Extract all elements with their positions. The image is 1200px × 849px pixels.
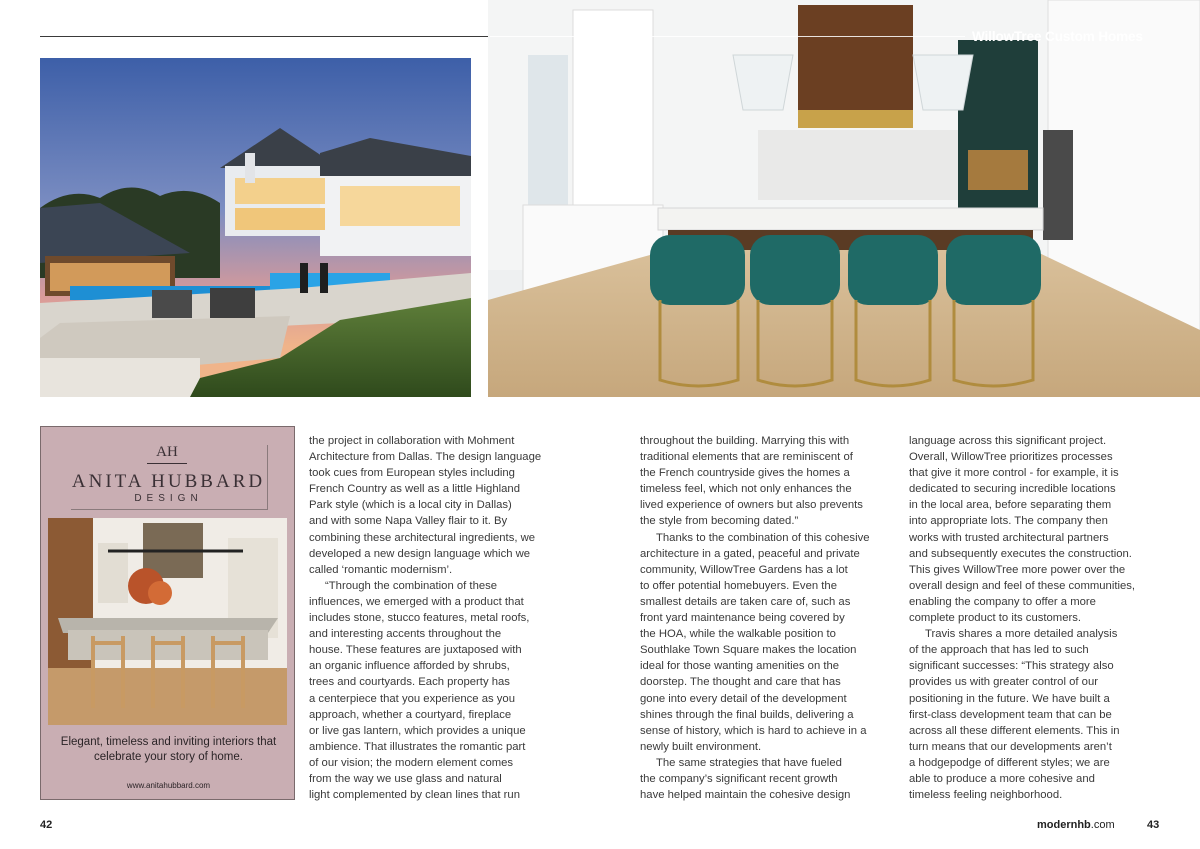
text-line: a hodgepodge of different styles; we are [909,756,1110,769]
brand-header: WillowTree Custom Homes [972,29,1143,44]
text-line: smallest details are taken care of, such as [640,595,851,608]
text-line: traditional elements that are reminiscent of [640,451,853,464]
ad-kitchen-photo [48,518,287,725]
header-rule-right [490,36,965,37]
site-url-bold: modernhb [1037,819,1091,831]
text-line: throughout the building. Marrying this with [640,435,850,447]
page-number-right: 43 [1147,819,1160,831]
article-column-3 [909,433,1164,803]
text-line: shines through the final builds, delivering a [640,708,854,721]
text-line: French Country as well as a little Highland [309,483,520,496]
text-line: an organic influence afforded by shrubs, [309,660,510,673]
text-line: took cues from European styles including [309,467,515,480]
ad-tagline-line-1: Elegant, timeless and inviting interiors that [60,736,277,748]
text-line: of our vision; the modern element comes [309,756,514,769]
text-line: significant successes: “This strategy also [909,660,1114,673]
text-line: combining these architectural ingredients, we [309,531,536,544]
text-line: provides us with greater control of our [909,676,1099,689]
text-line: the French countryside gives the homes a [640,467,850,480]
text-line: works with trusted architectural partners [909,531,1109,544]
text-line: light complemented by clean lines that run [309,789,520,802]
page-number-left: 42 [40,819,53,831]
text-line: doorstep. The thought and care that has [640,676,841,689]
text-line: timeless feel, which not only enhances the [640,483,852,496]
text-line: to offer potential homebuyers. Even the [640,579,837,592]
text-line: across all these different elements. This in [909,724,1120,737]
text-line: Park style (which is a local city in Dallas) [309,499,512,512]
text-line: a centerpiece that you experience as you [309,692,515,705]
text-line: Overall, WillowTree prioritizes processes [909,451,1113,464]
text-line: from the way we use glass and natural [309,772,502,785]
text-line: ideal for those wanting amenities on the [640,660,840,673]
ad-monogram-rule [147,463,187,464]
text-line: architecture in a gated, peaceful and private [640,547,860,560]
text-line: newly built environment. [640,740,762,753]
ad-tagline [41,735,295,765]
text-line: enabling the company to offer a more [909,595,1096,608]
text-line: gone into every detail of the development [640,692,847,705]
text-line: ambience. That illustrates the romantic part [309,740,526,753]
text-line: and interesting accents throughout the [309,628,502,641]
article-column-2 [640,433,895,803]
exterior-house-photo [40,58,471,397]
text-line: or live gas lantern, which provides a unique [309,724,526,737]
text-line: positioning in the future. We have built a [909,692,1110,705]
text-line: the HOA, while the walkable position to [640,628,836,641]
text-line: front yard maintenance being covered by [640,612,845,625]
text-line: and subsequently executes the construction. [909,547,1132,560]
text-line: complete product to its customers. [909,612,1082,625]
text-line: timeless feeling neighborhood. [909,789,1063,802]
text-line: developed a new design language which we [309,547,531,560]
text-line: includes stone, stucco features, metal roofs, [309,612,530,625]
text-line: the style from becoming dated.” [640,515,799,528]
anita-hubbard-ad[interactable] [40,426,295,800]
ad-website-link[interactable]: www.anitahubbard.com [126,781,211,790]
text-line: “Through the combination of these [325,579,498,592]
ad-logo [41,433,295,523]
text-line: and with some Napa Valley flair to it. By [309,515,508,528]
text-line: into appropriate lots. The company then [909,515,1108,528]
text-line: called ‘romantic modernism’. [309,563,453,576]
text-line: overall design and feel of these communities, [909,579,1136,592]
text-line: able to produce a more cohesive and [909,772,1095,785]
text-line: turn means that our developments aren’t [909,740,1112,753]
header-rule [40,36,490,37]
text-line: sense of history, which is hard to achieve in a [640,724,867,737]
text-line: house. These features are juxtaposed with [309,644,522,657]
text-line: dedicated to securing incredible locations [909,483,1116,496]
text-line: the project in collaboration with Mohment [309,435,515,447]
text-line: Travis shares a more detailed analysis [925,628,1118,641]
text-line: community, WillowTree Gardens has a lot [640,563,848,576]
text-line: have helped maintain the cohesive design [640,789,851,802]
text-line: the company’s significant recent growth [640,772,838,785]
text-line: approach, whether a courtyard, fireplace [309,708,512,721]
text-line: trees and courtyards. Each property has [309,676,510,689]
text-line: that give it more control - for example, it is [909,467,1119,480]
ad-tagline-line-2: celebrate your story of home. [94,751,243,763]
site-url[interactable] [1037,819,1115,831]
ad-monogram: AH [156,444,178,460]
ad-brand-subtitle: DESIGN [134,493,203,504]
text-line: Thanks to the combination of this cohesive [656,531,870,544]
text-line: lived experience of owners but also prevents [640,499,863,512]
site-url-suffix: .com [1090,819,1115,831]
text-line: of the approach that has led to such [909,644,1089,657]
text-line: The same strategies that have fueled [656,756,842,769]
ad-brand-name: ANITA HUBBARD [71,471,266,492]
text-line: influences, we emerged with a product that [309,595,524,608]
text-line: Southlake Town Square makes the location [640,644,857,657]
text-line: This gives WillowTree more power over the [909,563,1126,576]
text-line: first-class development team that can be [909,708,1112,721]
text-line: Architecture from Dallas. The design language [309,451,542,464]
text-line: language across this significant project. [909,435,1107,447]
text-line: in the local area, before separating them [909,499,1112,512]
kitchen-interior-photo [488,0,1200,397]
article-column-1 [309,433,567,803]
